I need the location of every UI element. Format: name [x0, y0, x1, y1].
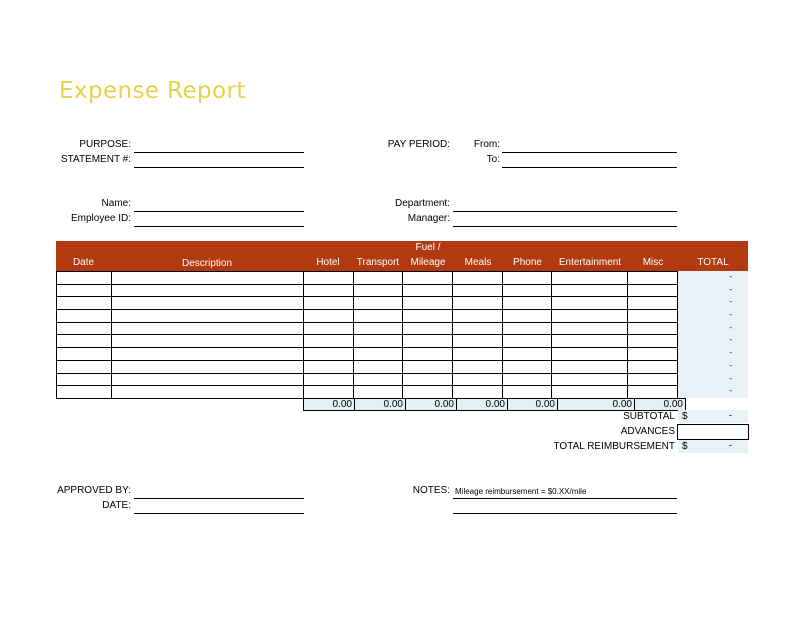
table-cell[interactable]: [453, 297, 503, 310]
table-cell[interactable]: [111, 272, 303, 285]
table-cell[interactable]: [503, 335, 552, 348]
row-total: -: [678, 309, 748, 322]
column-sums-row: [303, 398, 686, 411]
row-total: -: [678, 347, 748, 360]
table-cell[interactable]: [353, 373, 403, 386]
table-cell[interactable]: [57, 322, 112, 335]
table-cell[interactable]: [628, 310, 678, 323]
table-cell[interactable]: [628, 335, 678, 348]
row-total: -: [678, 334, 748, 347]
table-cell[interactable]: [111, 348, 303, 361]
table-cell[interactable]: [403, 360, 453, 373]
table-cell[interactable]: [503, 272, 552, 285]
col-phone: Phone: [513, 257, 542, 268]
total-value: -: [729, 440, 732, 450]
table-cell[interactable]: [57, 386, 112, 399]
table-cell[interactable]: [628, 373, 678, 386]
table-cell[interactable]: [353, 360, 403, 373]
table-cell[interactable]: [303, 360, 353, 373]
total-reimbursement-cell: [678, 440, 748, 453]
table-cell[interactable]: [303, 373, 353, 386]
table-cell[interactable]: [503, 360, 552, 373]
table-cell[interactable]: [403, 297, 453, 310]
total-currency: $: [682, 441, 688, 452]
table-cell[interactable]: [503, 297, 552, 310]
notes-label: NOTES:: [412, 485, 450, 496]
statement-field[interactable]: [134, 154, 304, 168]
table-cell[interactable]: [403, 348, 453, 361]
table-cell[interactable]: [552, 373, 628, 386]
notes-field-line2[interactable]: [453, 500, 677, 514]
table-cell[interactable]: [403, 310, 453, 323]
table-cell[interactable]: [111, 284, 303, 297]
col-transport: Transport: [356, 257, 400, 268]
sum-transport: 0.00: [355, 399, 406, 411]
table-cell[interactable]: [353, 272, 403, 285]
col-total: TOTAL: [697, 257, 729, 268]
table-row: [57, 360, 678, 373]
approved-by-label: APPROVED BY:: [57, 485, 131, 496]
table-cell[interactable]: [57, 348, 112, 361]
table-cell[interactable]: [111, 297, 303, 310]
sum-phone: 0.00: [508, 399, 558, 411]
to-label: To:: [486, 154, 500, 165]
table-cell[interactable]: [628, 297, 678, 310]
table-row: [57, 348, 678, 361]
table-cell[interactable]: [57, 284, 112, 297]
department-field[interactable]: [453, 198, 677, 212]
col-fuel-line2: Mileage: [410, 257, 446, 268]
from-label: From:: [473, 139, 500, 150]
row-total: -: [678, 385, 748, 398]
table-cell[interactable]: [453, 360, 503, 373]
sum-entertainment: 0.00: [558, 399, 635, 411]
table-cell[interactable]: [403, 386, 453, 399]
table-cell[interactable]: [111, 335, 303, 348]
date-field[interactable]: [134, 500, 304, 514]
purpose-field[interactable]: [134, 139, 304, 153]
table-cell[interactable]: [57, 272, 112, 285]
table-cell[interactable]: [552, 348, 628, 361]
row-total: -: [678, 373, 748, 386]
table-cell[interactable]: [552, 310, 628, 323]
table-cell[interactable]: [503, 310, 552, 323]
sum-hotel: 0.00: [304, 399, 355, 411]
table-cell[interactable]: [628, 386, 678, 399]
table-cell[interactable]: [303, 310, 353, 323]
total-reimbursement-label: TOTAL REIMBURSEMENT: [553, 441, 675, 452]
col-meals: Meals: [464, 257, 492, 268]
expense-grid: [56, 271, 678, 399]
table-cell[interactable]: [453, 386, 503, 399]
table-cell[interactable]: [57, 297, 112, 310]
subtotal-label: SUBTOTAL: [623, 411, 675, 422]
name-label: Name:: [101, 198, 131, 209]
table-cell[interactable]: [111, 310, 303, 323]
row-total: -: [678, 360, 748, 373]
table-cell[interactable]: [552, 335, 628, 348]
table-cell[interactable]: [453, 284, 503, 297]
col-entertainment: Entertainment: [558, 257, 622, 268]
table-cell[interactable]: [111, 386, 303, 399]
table-cell[interactable]: [353, 284, 403, 297]
table-cell[interactable]: [353, 348, 403, 361]
table-cell[interactable]: [303, 386, 353, 399]
subtotal-currency: $: [682, 411, 688, 422]
table-cell[interactable]: [111, 373, 303, 386]
table-cell[interactable]: [628, 360, 678, 373]
row-totals-column: [678, 271, 748, 398]
table-cell[interactable]: [353, 335, 403, 348]
row-total: -: [678, 322, 748, 335]
table-cell[interactable]: [303, 284, 353, 297]
table-cell[interactable]: [552, 360, 628, 373]
table-row: [57, 335, 678, 348]
table-row: [57, 284, 678, 297]
table-cell[interactable]: [552, 297, 628, 310]
table-cell[interactable]: [503, 386, 552, 399]
table-cell[interactable]: [503, 284, 552, 297]
table-cell[interactable]: [503, 322, 552, 335]
table-cell[interactable]: [552, 272, 628, 285]
table-cell[interactable]: [403, 373, 453, 386]
table-cell[interactable]: [403, 322, 453, 335]
subtotal-cell: [678, 410, 748, 423]
name-field[interactable]: [134, 198, 304, 212]
table-cell[interactable]: [453, 322, 503, 335]
table-cell[interactable]: [403, 284, 453, 297]
table-cell[interactable]: [552, 284, 628, 297]
purpose-label: PURPOSE:: [79, 139, 131, 150]
table-cell[interactable]: [453, 310, 503, 323]
table-cell[interactable]: [111, 360, 303, 373]
table-cell[interactable]: [628, 284, 678, 297]
table-cell[interactable]: [111, 322, 303, 335]
col-description: Description: [181, 258, 233, 269]
sum-fuel: 0.00: [406, 399, 457, 411]
table-cell[interactable]: [453, 373, 503, 386]
table-cell[interactable]: [503, 348, 552, 361]
col-fuel-line1: Fuel /: [415, 242, 441, 253]
manager-label: Manager:: [407, 213, 450, 224]
table-row: [57, 322, 678, 335]
subtotal-value: -: [729, 410, 732, 420]
col-date: Date: [72, 257, 95, 268]
from-field[interactable]: [502, 139, 677, 153]
col-misc: Misc: [642, 257, 664, 268]
row-total: -: [678, 271, 748, 284]
table-cell[interactable]: [353, 386, 403, 399]
employee-id-label: Employee ID:: [70, 213, 131, 224]
table-cell[interactable]: [403, 335, 453, 348]
pay-period-label: PAY PERIOD:: [387, 139, 450, 150]
table-cell[interactable]: [57, 310, 112, 323]
table-cell[interactable]: [353, 322, 403, 335]
table-row: [57, 297, 678, 310]
to-field[interactable]: [502, 154, 677, 168]
page-title: Expense Report: [59, 78, 246, 104]
table-cell[interactable]: [503, 373, 552, 386]
date-label: DATE:: [102, 500, 131, 511]
sum-meals: 0.00: [457, 399, 508, 411]
table-cell[interactable]: [453, 272, 503, 285]
table-cell[interactable]: [303, 335, 353, 348]
table-cell[interactable]: [57, 335, 112, 348]
table-header: [56, 241, 748, 271]
table-cell[interactable]: [57, 360, 112, 373]
table-row: [57, 386, 678, 399]
table-row: [57, 272, 678, 285]
col-hotel: Hotel: [316, 257, 340, 268]
employee-id-field[interactable]: [134, 213, 304, 227]
table-cell[interactable]: [552, 386, 628, 399]
table-cell[interactable]: [628, 272, 678, 285]
table-cell[interactable]: [303, 297, 353, 310]
table-cell[interactable]: [552, 322, 628, 335]
notes-field[interactable]: Mileage reimbursement = $0.XX/mile: [453, 485, 677, 499]
table-cell[interactable]: [403, 272, 453, 285]
table-cell[interactable]: [353, 310, 403, 323]
row-total: -: [678, 284, 748, 297]
table-cell[interactable]: [453, 335, 503, 348]
table-cell[interactable]: [628, 322, 678, 335]
table-cell[interactable]: [453, 348, 503, 361]
table-cell[interactable]: [57, 373, 112, 386]
approved-by-field[interactable]: [134, 485, 304, 499]
table-row: [57, 310, 678, 323]
table-cell[interactable]: [353, 297, 403, 310]
advances-label: ADVANCES: [620, 426, 675, 437]
advances-input[interactable]: [677, 424, 749, 440]
table-cell[interactable]: [303, 272, 353, 285]
row-total: -: [678, 296, 748, 309]
table-cell[interactable]: [628, 348, 678, 361]
sum-misc: 0.00: [635, 399, 686, 411]
statement-label: STATEMENT #:: [60, 154, 131, 165]
table-cell[interactable]: [303, 348, 353, 361]
department-label: Department:: [394, 198, 450, 209]
manager-field[interactable]: [453, 213, 677, 227]
table-cell[interactable]: [303, 322, 353, 335]
table-row: [57, 373, 678, 386]
